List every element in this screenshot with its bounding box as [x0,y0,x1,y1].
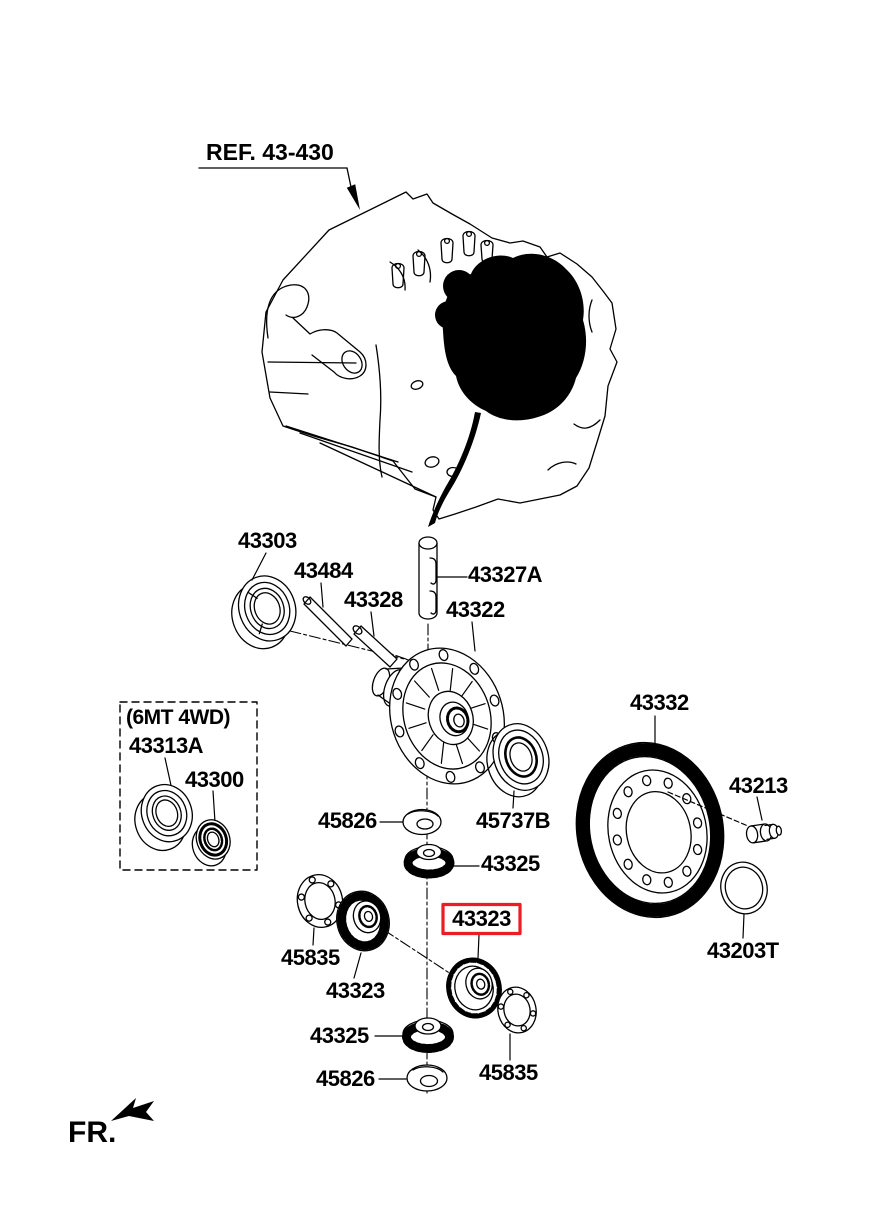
part-label-45835-lower[interactable]: 45835 [479,1060,538,1085]
retainer-ring-43203T-drawing [715,857,773,919]
part-label-45826-upper[interactable]: 45826 [318,808,377,833]
part-label-45835-left[interactable]: 45835 [281,945,340,970]
part-label-43325-upper[interactable]: 43325 [481,851,540,876]
part-label-43484[interactable]: 43484 [294,558,353,583]
part-label-45826-lower[interactable]: 45826 [316,1066,375,1091]
part-label-45737B[interactable]: 45737B [476,808,551,833]
part-label-43313A[interactable]: 43313A [129,733,204,758]
transmission-housing-drawing [262,192,617,527]
part-label-43332[interactable]: 43332 [630,690,689,715]
pinion-gear-43325-upper-drawing [405,845,453,875]
ring-gear-43332-drawing [560,729,739,932]
oil-seal-43300-drawing [185,815,237,871]
front-direction-arrow-icon [111,1098,154,1121]
washer-45826-upper-drawing [403,810,441,835]
variant-option-label: (6MT 4WD) [126,706,230,729]
ref-leader-arrow [199,168,360,210]
bolt-43213-drawing [745,822,782,844]
front-direction-label: FR. [68,1116,117,1149]
part-label-43323-left[interactable]: 43323 [326,978,385,1003]
part-label-43213[interactable]: 43213 [729,773,788,798]
part-label-43325-lower[interactable]: 43325 [310,1023,369,1048]
part-label-43300[interactable]: 43300 [185,767,244,792]
washer-45826-lower-drawing [407,1065,447,1091]
part-label-43328[interactable]: 43328 [344,587,403,612]
pinion-shaft-43327A-drawing [419,537,437,619]
part-label-43323-selected[interactable]: 43323 [452,906,511,931]
lock-pin-43328-drawing [352,624,397,667]
part-label-43322[interactable]: 43322 [446,597,505,622]
ref-callout-label: REF. 43-430 [206,139,334,165]
pinion-gear-43325-lower-drawing [403,1018,453,1049]
part-label-43203T[interactable]: 43203T [707,938,779,963]
part-label-43327A[interactable]: 43327A [468,562,543,587]
part-label-43303[interactable]: 43303 [238,528,297,553]
housing-pointer-swoosh [428,412,481,527]
